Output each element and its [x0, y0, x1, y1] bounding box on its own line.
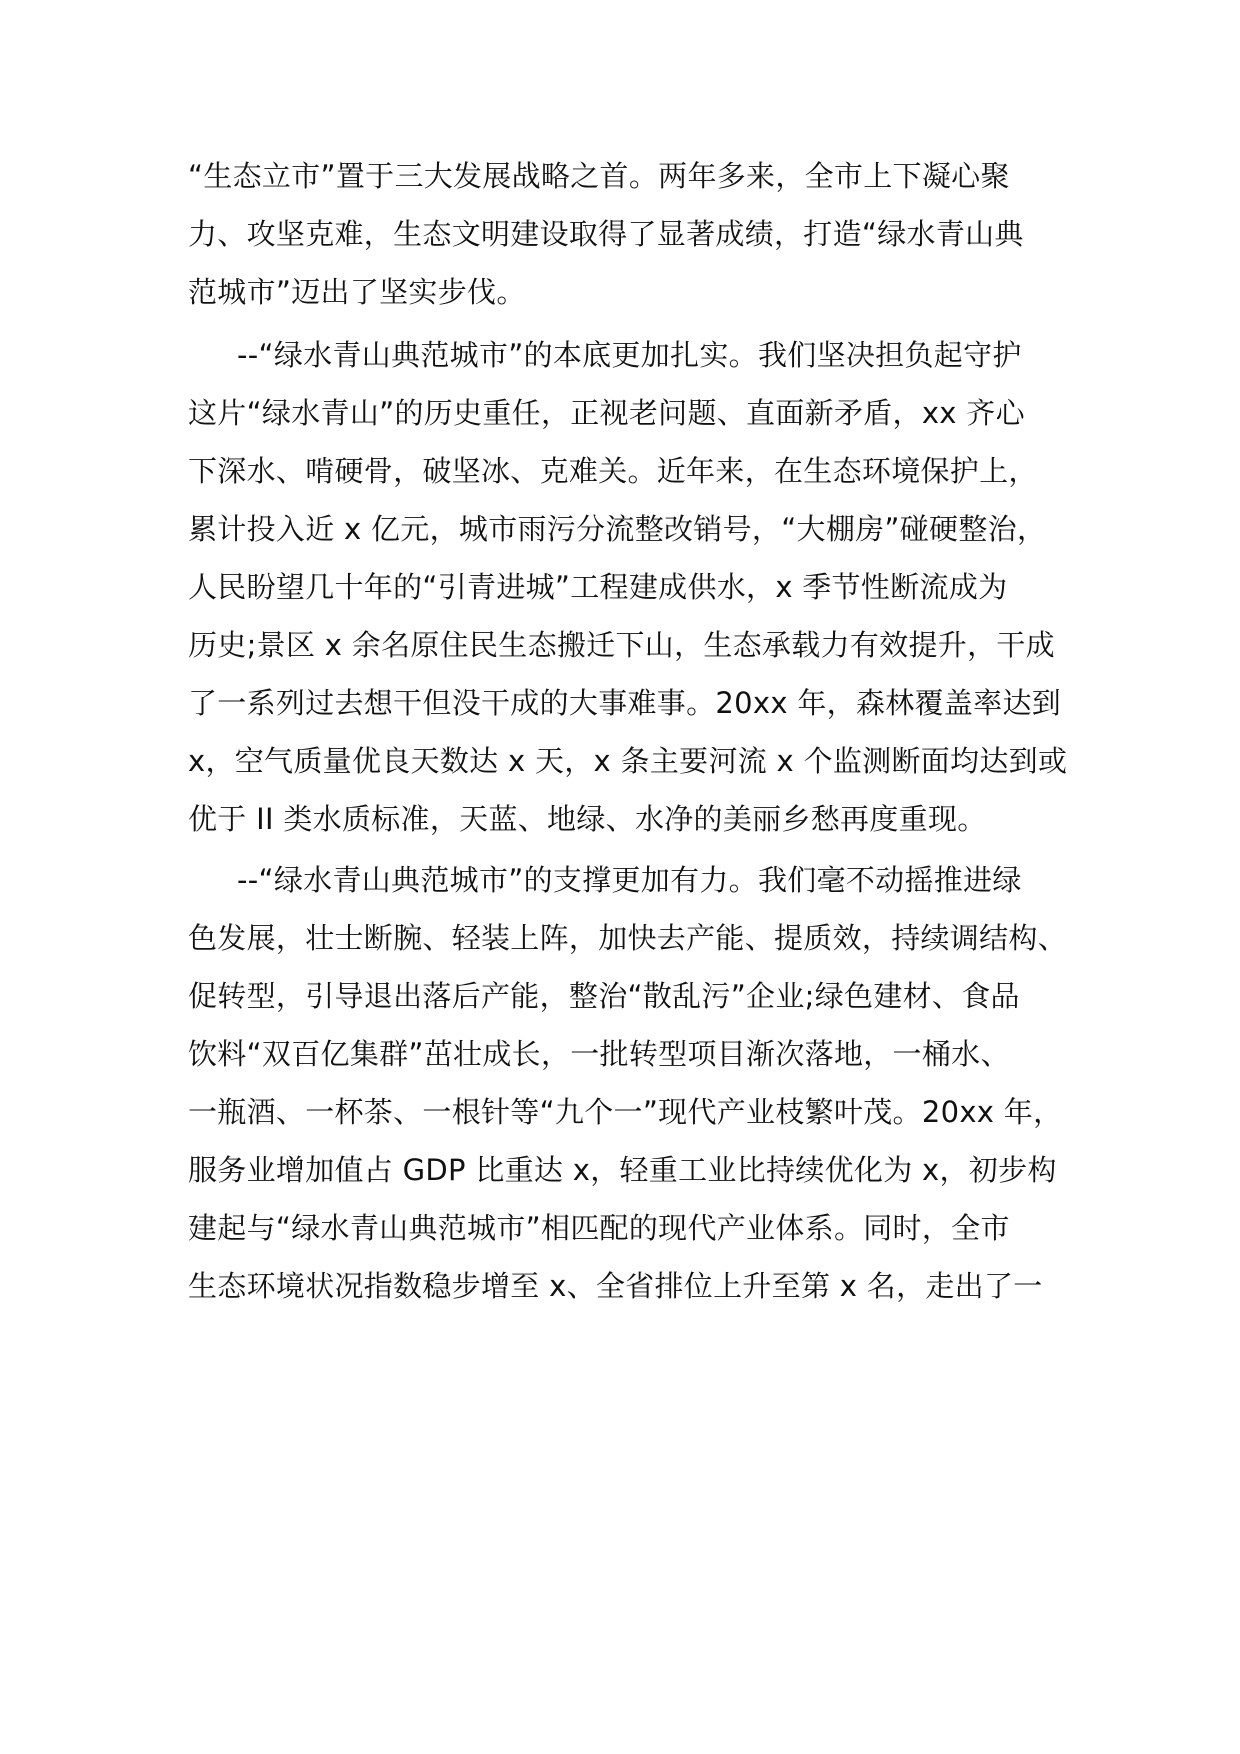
paragraph-start-line: --“绿水青山典范城市”的支撑更加有力。我们毫不动摇推进绿 [237, 863, 1022, 897]
text-line: 促转型，引导退出落后产能，整治“散乱污”企业;绿色建材、食品 [188, 979, 1020, 1013]
text-line: 了一系列过去想干但没干成的大事难事。20xx 年，森林覆盖率达到 [188, 686, 1062, 720]
text-line: 一瓶酒、一杯茶、一根针等“九个一”现代产业枝繁叶茂。20xx 年， [188, 1095, 1063, 1129]
text-line: 力、攻坚克难，生态文明建设取得了显著成绩，打造“绿水青山典 [188, 217, 1024, 251]
text-line: 历史;景区 x 余名原住民生态搬迁下山，生态承载力有效提升，干成 [188, 628, 1055, 662]
text-line: 生态环境状况指数稳步增至 x、全省排位上升至第 x 名，走出了一 [188, 1269, 1043, 1303]
text-line: x，空气质量优良天数达 x 天，x 条主要河流 x 个监测断面均达到或 [188, 744, 1068, 778]
text-line: 这片“绿水青山”的历史重任，正视老问题、直面新矛盾，xx 齐心 [188, 396, 1025, 430]
text-line: 服务业增加值占 GDP 比重达 x，轻重工业比持续优化为 x，初步构 [188, 1153, 1057, 1187]
text-line: 色发展，壮士断腕、轻装上阵，加快去产能、提质效，持续调结构、 [188, 921, 1068, 955]
text-line: “生态立市”置于三大发展战略之首。两年多来，全市上下凝心聚 [188, 159, 1010, 193]
text-line: 下深水、啃硬骨，破坚冰、克难关。近年来，在生态环境保护上， [188, 454, 1038, 488]
text-line: 人民盼望几十年的“引青进城”工程建成供水，x 季节性断流成为 [188, 570, 1008, 604]
paragraph-start-line: --“绿水青山典范城市”的本底更加扎实。我们坚决担负起守护 [237, 338, 1022, 372]
text-line: 优于 II 类水质标准，天蓝、地绿、水净的美丽乡愁再度重现。 [188, 802, 987, 836]
text-line: 范城市”迈出了坚实步伐。 [188, 275, 526, 309]
text-line: 建起与“绿水青山典范城市”相匹配的现代产业体系。同时，全市 [188, 1211, 1010, 1245]
text-line: 饮料“双百亿集群”茁壮成长，一批转型项目渐次落地，一桶水、 [188, 1037, 1010, 1071]
text-line: 累计投入近 x 亿元，城市雨污分流整改销号，“大棚房”碰硬整治， [188, 512, 1047, 546]
